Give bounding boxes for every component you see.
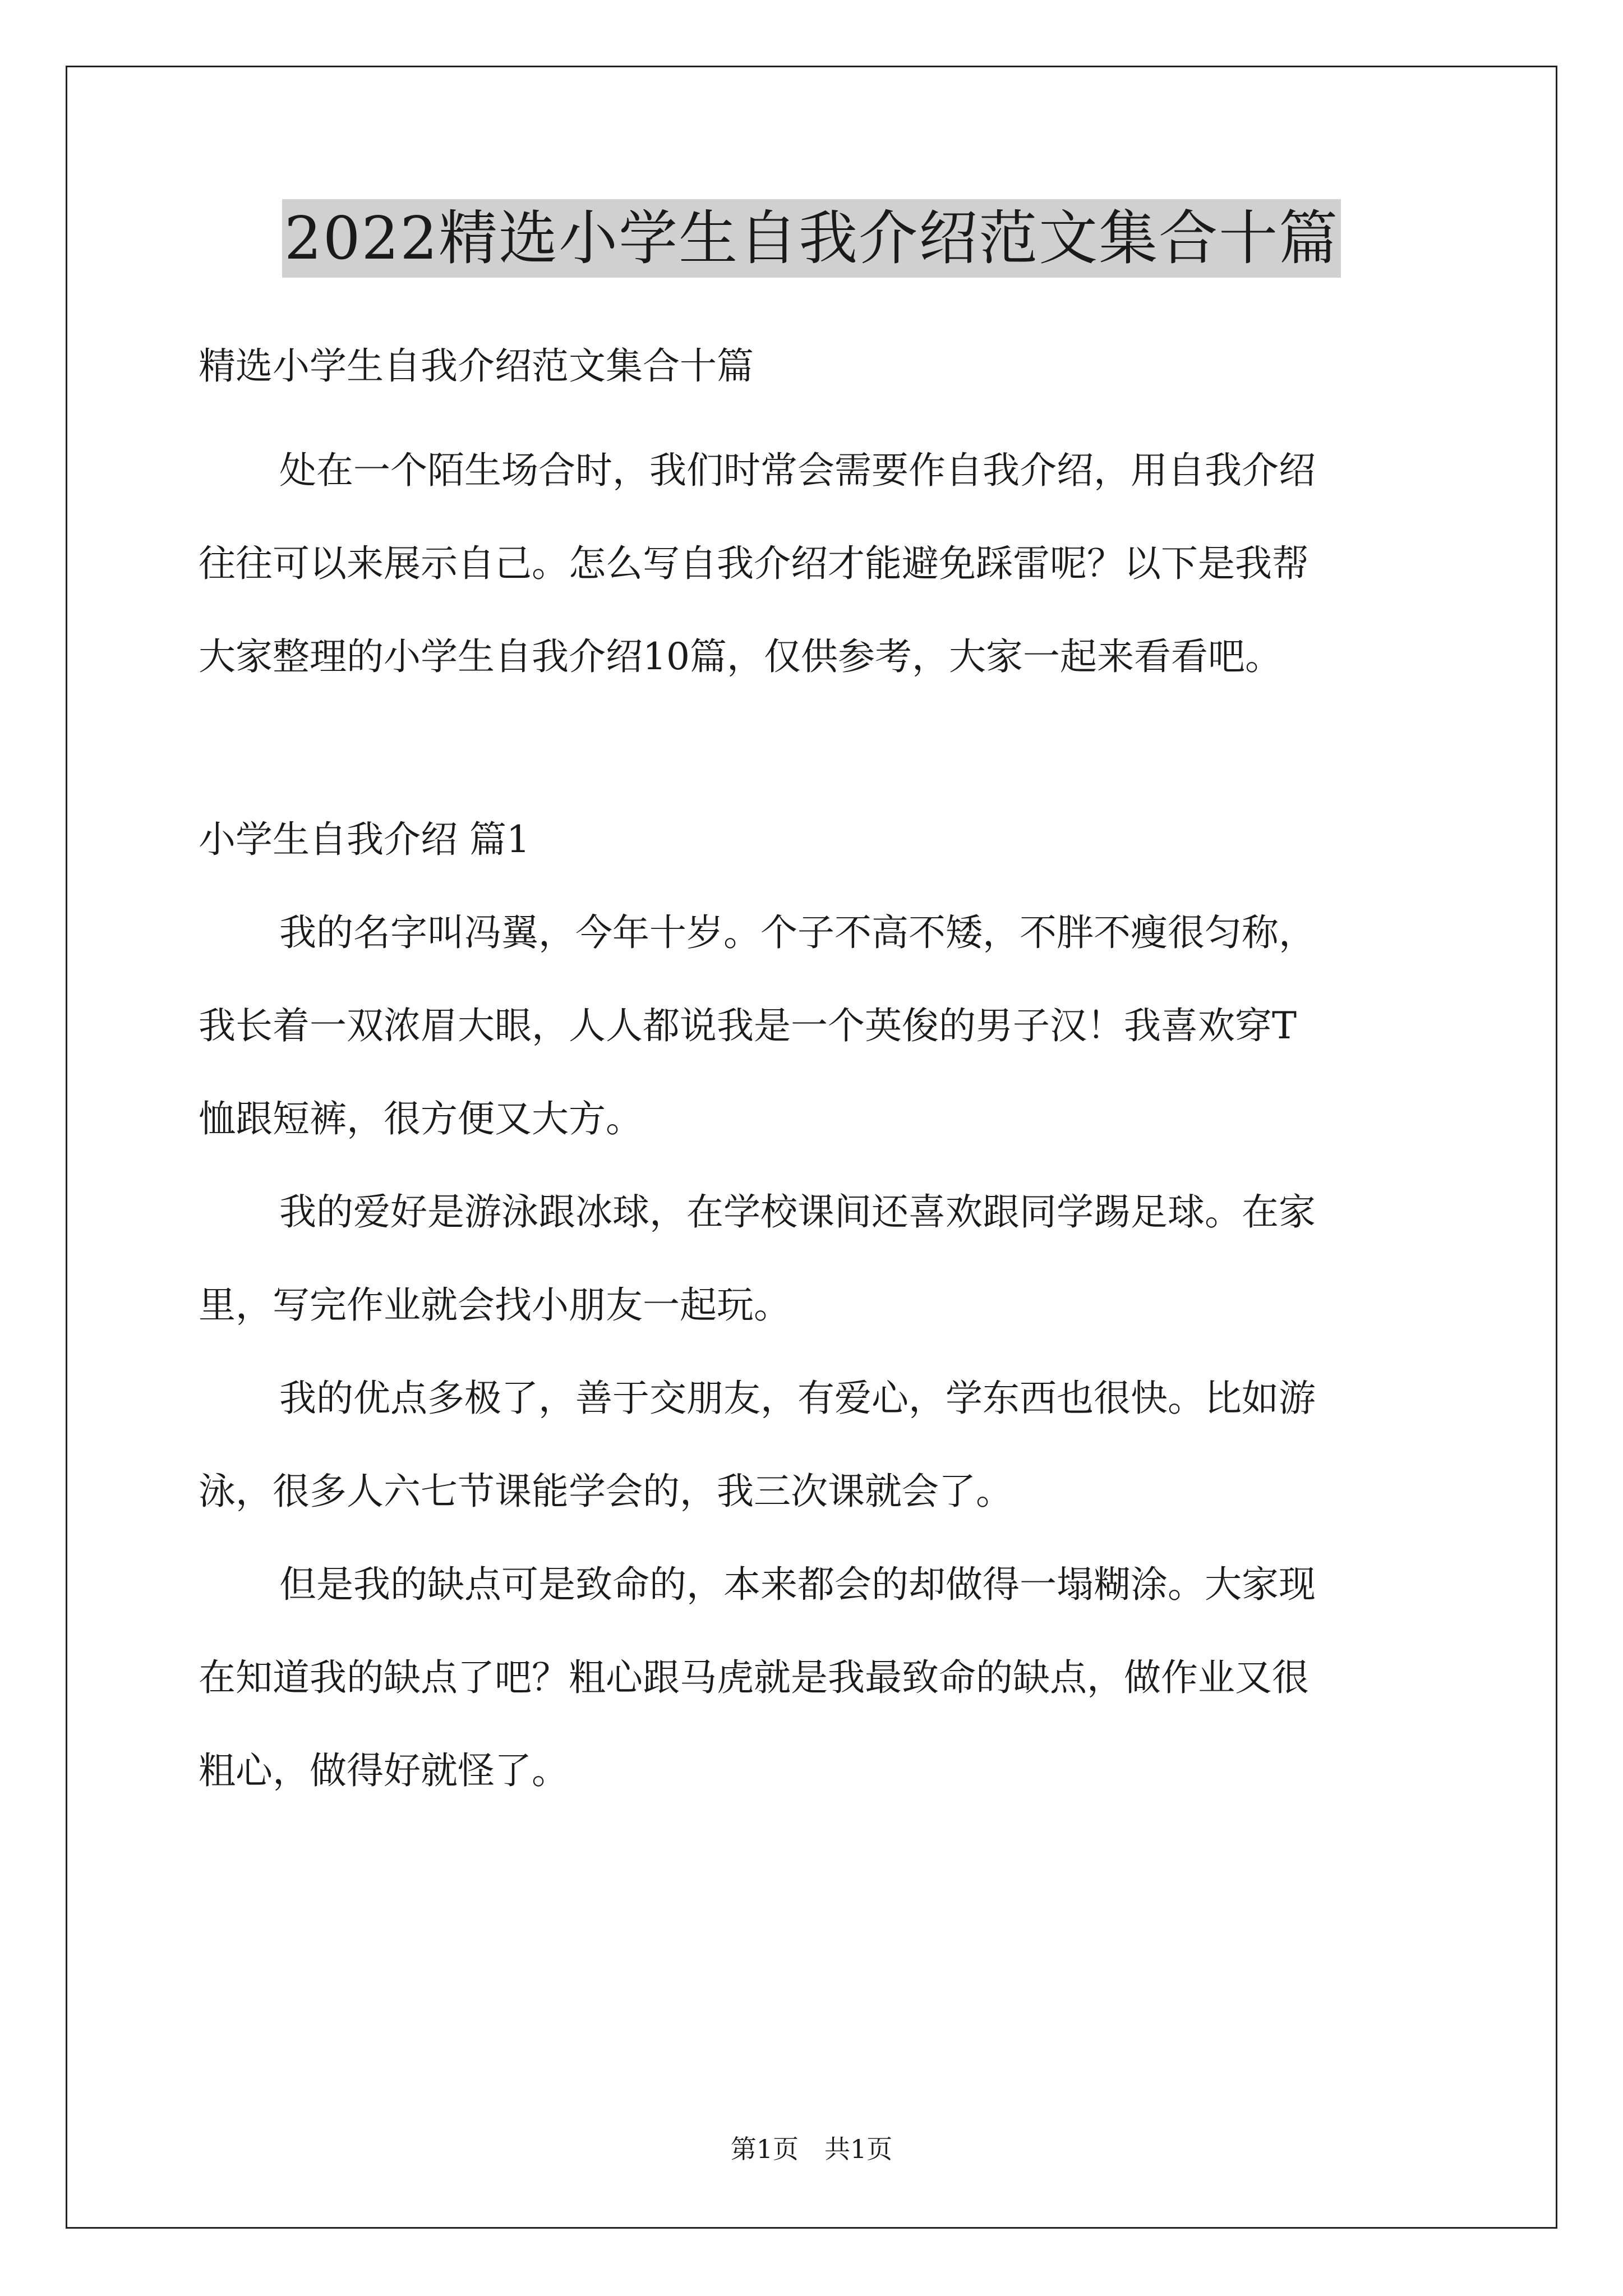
paragraph-line: 粗心，做得好就怪了。 xyxy=(199,1749,569,1792)
intro-line: 大家整理的小学生自我介绍10篇，仅供参考，大家一起来看看吧。 xyxy=(199,635,1282,678)
paragraph-line: 我长着一双浓眉大眼，人人都说我是一个英俊的男子汉！我喜欢穿T xyxy=(199,1004,1297,1047)
title-container xyxy=(0,199,1623,278)
document-title: 2022精选小学生自我介绍范文集合十篇 xyxy=(282,199,1341,278)
paragraph-line: 里，写完作业就会找小朋友一起玩。 xyxy=(199,1283,791,1327)
document-body xyxy=(199,309,1432,1818)
paragraph-line: 恤跟短裤，很方便又大方。 xyxy=(199,1097,643,1140)
paragraph-line: 我的优点多极了，善于交朋友，有爱心，学东西也很快。比如游 xyxy=(279,1377,1316,1420)
paragraph-line: 泳，很多人六七节课能学会的，我三次课就会了。 xyxy=(199,1470,1013,1513)
paragraph-line: 在知道我的缺点了吧？粗心跟马虎就是我最致命的缺点，做作业又很 xyxy=(199,1656,1309,1699)
paragraph-line: 但是我的缺点可是致命的，本来都会的却做得一塌糊涂。大家现 xyxy=(279,1563,1316,1606)
section-heading: 小学生自我介绍 篇1 xyxy=(199,818,530,861)
intro-line: 处在一个陌生场合时，我们时常会需要作自我介绍，用自我介绍 xyxy=(279,449,1316,492)
page-number: 第1页 共1页 xyxy=(730,2134,893,2164)
document-subtitle: 精选小学生自我介绍范文集合十篇 xyxy=(199,344,754,388)
paragraph-line: 我的爱好是游泳跟冰球，在学校课间还喜欢跟同学踢足球。在家 xyxy=(279,1190,1316,1234)
intro-line: 往往可以来展示自己。怎么写自我介绍才能避免踩雷呢？以下是我帮 xyxy=(199,542,1309,585)
paragraph-line: 我的名字叫冯翼，今年十岁。个子不高不矮，不胖不瘦很匀称， xyxy=(279,911,1316,954)
